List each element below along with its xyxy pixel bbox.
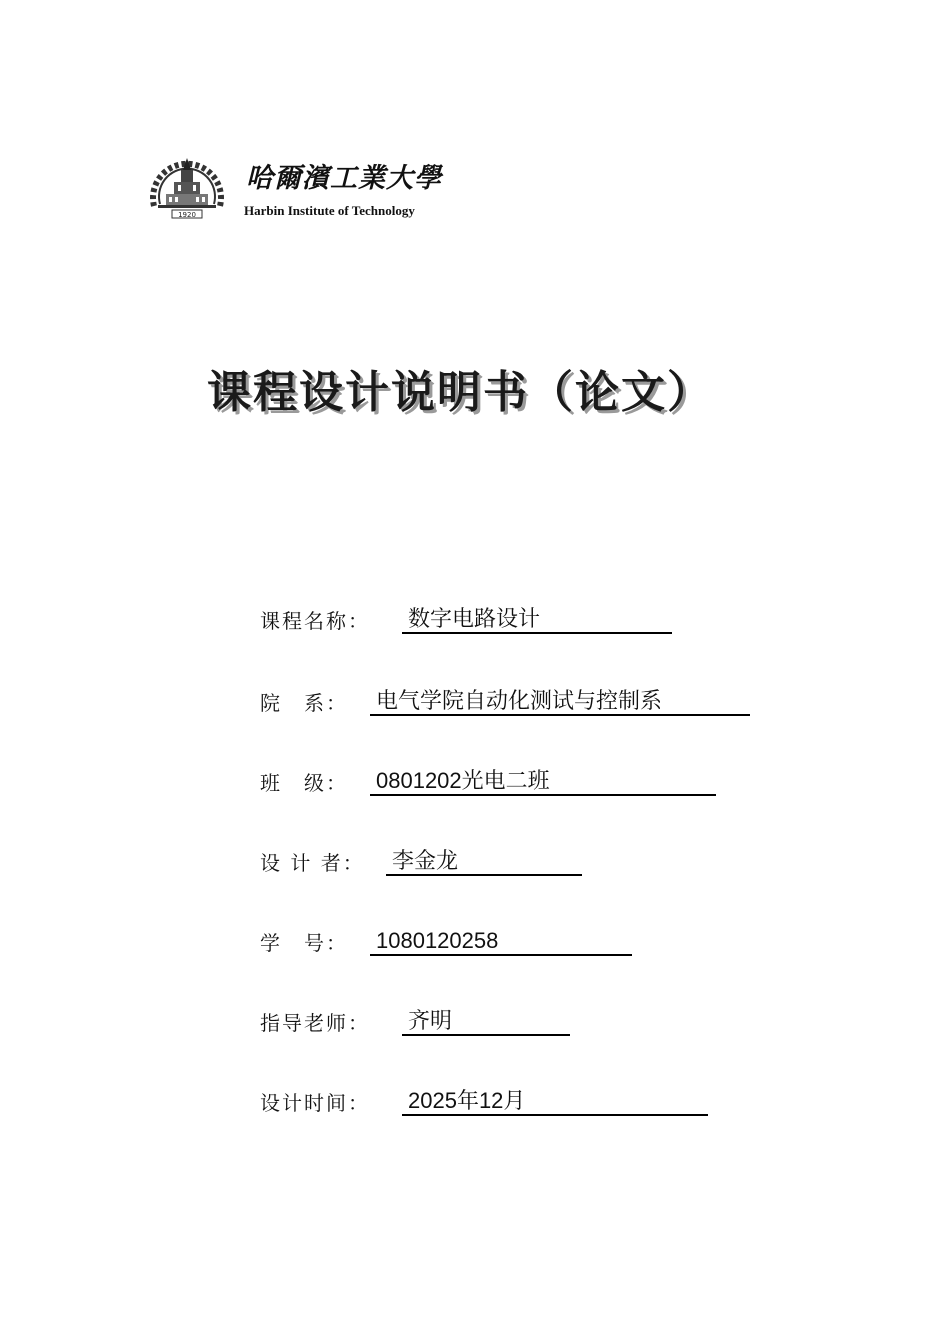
field-label: 指导老师：	[260, 1011, 370, 1035]
field-label: 学 号：	[260, 931, 348, 955]
field-value: 齐明	[402, 1008, 570, 1036]
field-label: 设计时间：	[260, 1091, 370, 1115]
field-value: 数字电路设计	[402, 606, 672, 634]
field-label: 班 级：	[260, 771, 348, 795]
field-value: 1080120258	[370, 928, 632, 956]
field-value: 0801202光电二班	[370, 768, 716, 796]
field-label: 设 计 者：	[260, 851, 365, 875]
field-label: 课程名称：	[260, 609, 370, 633]
field-label: 院 系：	[260, 691, 348, 715]
document-title: 课程设计说明书（论文）	[207, 367, 713, 418]
field-value: 2025年12月	[402, 1088, 708, 1116]
university-name-en: Harbin Institute of Technology	[244, 203, 415, 218]
field-value: 电气学院自动化测试与控制系	[370, 688, 750, 716]
emblem-year: 1920	[178, 211, 196, 219]
field-value: 李金龙	[386, 848, 582, 876]
university-name-cn: 哈爾濱工業大學	[246, 163, 442, 194]
university-emblem-icon	[148, 150, 226, 222]
